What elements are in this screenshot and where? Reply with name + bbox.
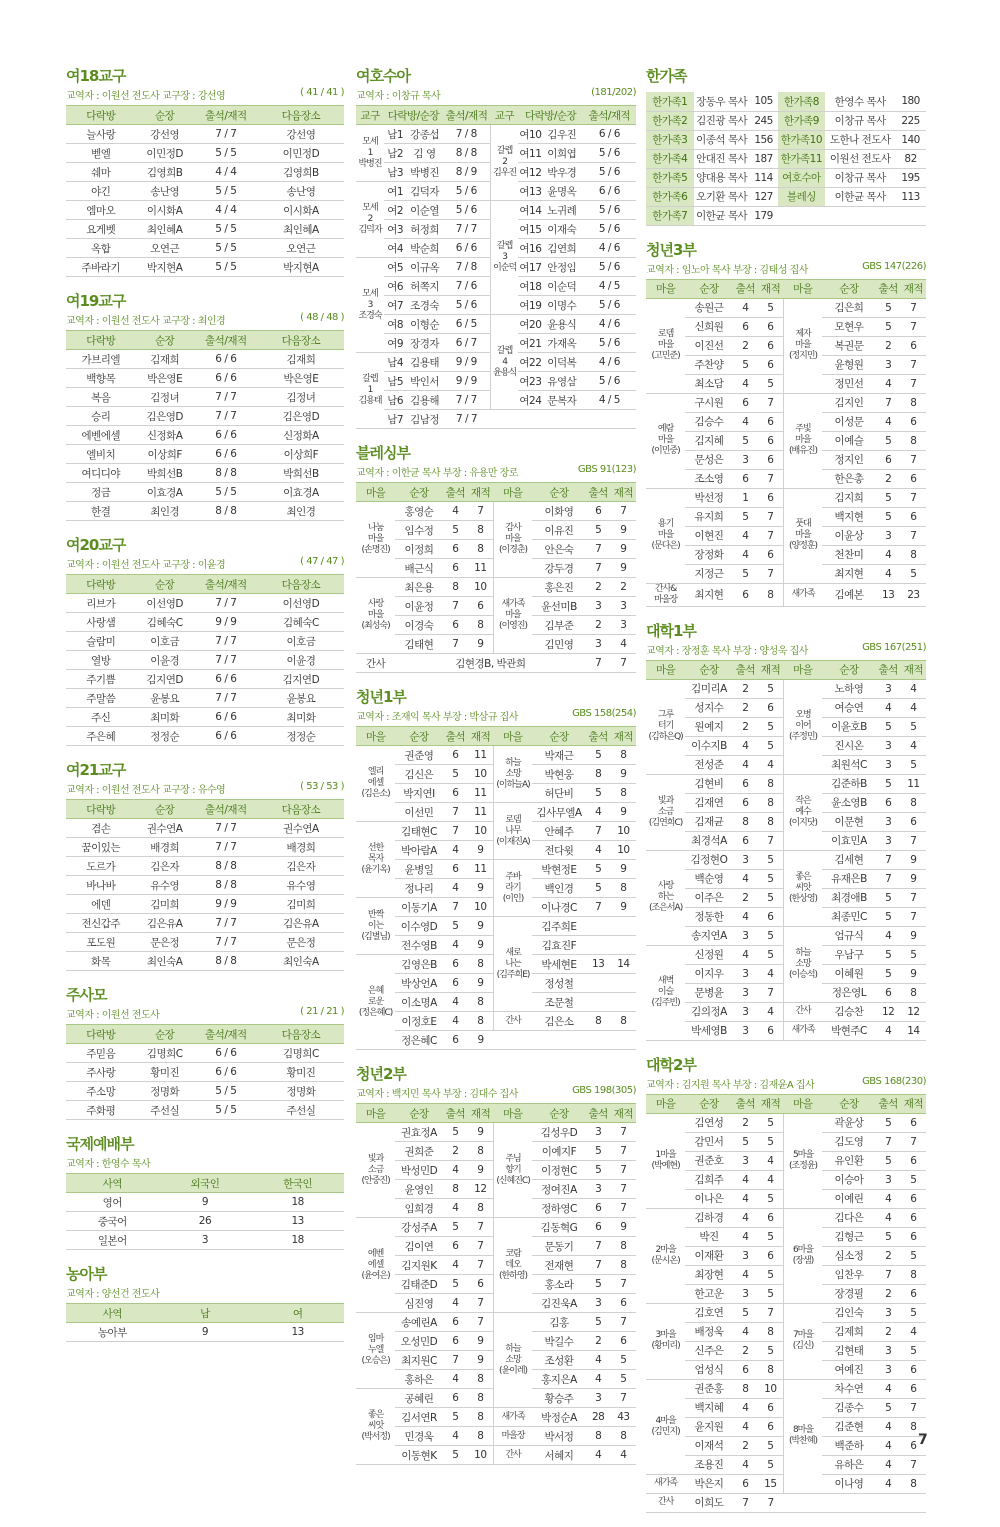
univ2-title: 대학2부 [646,1055,696,1074]
table-row: 문성은 3 6 정지인 6 7 [646,450,926,469]
parish-subtitle: 교역자 : 이원선 전도사 ( 21 / 21 ) [66,1006,344,1021]
nongah-subtitle: 교역자 : 양선건 전도사 [66,1289,160,1300]
parish-title: 여18교구 [66,67,126,85]
parish-title: 여21교구 [66,761,126,779]
univ2-subtitle: 교역자 : 김지원 목사 부장 : 김재윤A 집사 GBS 168(230) [646,1075,926,1091]
intl-table: 사역 외국인 한국인 영어 9 18 중국어 26 13 일본어 3 18 [66,1173,344,1250]
table-row: 한고운 3 5 장경필 2 6 [646,1284,926,1303]
table-row: 사랑 하는 (조은서A) 김정현O 3 5 좋은 씨앗 (한상영) 김세현 7 9 [646,850,926,869]
parish-table: 다락방 순장 출석/재적 다음장소 가브리엘 김재희 6 / 6 김재희 백향목 박은영E 6 / 6 박은영E 복음 김정녀 7 / 7 김정녀 승리 김은영D 7 / 7 김은영D 에벤에셀 신정화A 6 / 6 신정화A 엘비치 이상희F 6 / 6 이상희F 여디디야 박희선B 8 / 8 박희선B 정금 이효경A 5 / 5 이효경A 한결 최인경 8 / 8 최인경 [66,330,344,521]
table-row: 김이연 6 7 문동기 7 8 [356,1237,636,1256]
table-row: 야긴 송난영 5 / 5 송난영 [66,182,344,201]
parish-section [66,985,344,1120]
table-row: 남3 박병진 8 / 9 여12 박우경 5 / 6 [356,163,636,182]
table-row: 간사 이희도 7 7 [646,1493,926,1512]
parish-section [66,66,344,277]
table-row: 요게벳 최인혜A 5 / 5 최인혜A [66,220,344,239]
parish-section [66,760,344,971]
table-row: 이재석 2 5 백준하 4 6 [646,1436,926,1455]
table-row: 조소영 6 7 한은총 2 6 [646,469,926,488]
table-row: 백향목 박은영E 6 / 6 박은영E [66,369,344,388]
table-row: 신희원 6 6 모현우 5 7 [646,317,926,336]
intl-section [66,1134,344,1250]
table-row: 김지원K 4 7 전재현 7 8 [356,1256,636,1275]
table-row: 주말씀 윤봉요 7 / 7 윤봉요 [66,689,344,708]
table-row: 선한 목자 (윤기옥) 김태현C 7 10 안혜주 7 10 [356,822,636,841]
table-row: 남5 박인서 9 / 9 여23 유영삼 5 / 6 [356,372,636,391]
parish-title: 여19교구 [66,292,126,310]
parish-subtitle: 교역자 : 이원선 전도사 교구장 : 강선영 ( 41 / 41 ) [66,87,344,102]
table-row: 모세 2 김덕자 여1 김덕자 5 / 6 여13 윤명옥 6 / 6 [356,182,636,201]
table-row: 오성민D 6 9 박길수 2 6 [356,1332,636,1351]
group-table: 마을 순장 출석 재적 마을 순장 출석 재적 빛과 소금 (안중진) 권효정A 5 9 주님 향기 (신혜진C) 김성우D 3 7 권희준 2 8 이예지F 5 7 박성민D 4 9 이정현C 5 7 윤영인 8 12 정여진A 3 7 임희경 4 8 정하영C 6 7 에벤 에셀 (윤여은) 강성주A 5 7 코람 데오 (한하영) 김동혁G 6 9 김이연 6 7 문동기 7 8 김지원K 4 7 전재현 7 8 김태준D 5 6 홍소라 5 7 심진영 4 7 김진욱A 3 6 임마 누엘 (오승은) 송예린A 6 7 하늘 소망 (윤이레) 김홍 5 7 오성민D 6 9 박길수 2 6 최지원C 7 9 조성환 4 5 홍하은 4 8 홍지은A 4 5 좋은 씨앗 (박서정) 공혜린 6 8 황승주 3 7 김서연R 5 8 새가족 박정순A 28 43 민경욱 4 8 마을장 박서정 8 8 이동현K 5 10 간사 서혜지 4 4 [356,1103,636,1465]
table-row: 남7 김남정 7 / 7 [356,410,636,429]
table-row: 이소명A 4 8 조문철 [356,993,636,1012]
table-row: 이지우 3 4 이혜원 5 9 [646,964,926,983]
table-row: 은혜 로운 (정은혜C) 김영은B 6 8 박세현E 13 14 [356,955,636,974]
table-row: 김재연 6 8 윤소영B 6 8 [646,793,926,812]
table-row: 김신은 5 10 박현웅 8 9 [356,765,636,784]
table-row: 주찬양 5 6 윤형원 3 7 [646,355,926,374]
table-row: 한가족5 양대용 목사 114 여호수아 이창규 목사 195 [646,168,926,187]
table-row: 성지수 2 6 여승연 4 4 [646,698,926,717]
table-row: 김의정A 3 4 간사 김승찬 12 12 [646,1002,926,1021]
table-row: 주기쁨 김지연D 6 / 6 김지연D [66,670,344,689]
table-row: 임희경 4 8 정하영C 6 7 [356,1199,636,1218]
blessing-title: 블레싱부 [356,444,410,462]
table-row: 전성준 4 4 최원석C 3 5 [646,755,926,774]
table-row: 이정희 6 8 안은숙 7 9 [356,540,636,559]
nongah-section [66,1264,344,1342]
table-row: 간사& 마을장 최지현 6 8 새가족 김예본 13 23 [646,583,926,606]
table-row: 유지희 5 7 백지현 5 6 [646,507,926,526]
table-row: 엘비치 이상희F 6 / 6 이상희F [66,445,344,464]
table-row: 이수영D 5 9 새로 나는 (김주희E) 김주희E [356,917,636,936]
univ1-subtitle: 교역자 : 장정훈 목사 부장 : 양성욱 집사 GBS 167(251) [646,641,926,657]
table-row: 박세영B 3 6 새가족 박현주C 4 14 [646,1021,926,1040]
blessing-section [356,443,636,673]
table-row: 김승수 4 6 이성문 4 6 [646,412,926,431]
yeohosua-subtitle: 교역자 : 이창규 목사 (181/202) [356,87,636,102]
table-row: 백지혜 4 6 김종수 5 7 [646,1398,926,1417]
table-row: 윤병일 6 11 주바 라기 (이인) 박현정E 5 9 [356,860,636,879]
table-row: 늘사랑 강선영 7 / 7 강선영 [66,125,344,144]
table-row: 주사랑 황미진 6 / 6 황미진 [66,1063,344,1082]
table-row: 한가족4 안대진 목사 187 한가족11 이원선 전도사 82 [646,149,926,168]
table-row: 전신갑주 김은유A 7 / 7 김은유A [66,914,344,933]
table-row: 빛과 소금 (김연희C) 김현비 6 8 작은 예수 (이지닷) 김준하B 5 11 [646,774,926,793]
nongah-title: 농아부 [66,1265,107,1283]
table-row: 이선민 7 11 로뎀 나무 (이재진A) 김사무엘A 4 9 [356,803,636,822]
table-row: 엄성식 6 8 여예진 3 6 [646,1360,926,1379]
table-row: 이동현K 5 10 간사 서혜지 4 4 [356,1446,636,1465]
table-row: 임수정 5 8 이유진 5 9 [356,521,636,540]
table-row: 엘리 에셀 (김은소) 권준영 6 11 하늘 소망 (이하늘A) 박재근 5 8 [356,746,636,765]
table-row: 포도원 문은정 7 / 7 문은정 [66,933,344,952]
table-row: 한가족7 이한균 목사 179 [646,206,926,225]
table-row: 주바라기 박지현A 5 / 5 박지현A [66,258,344,277]
column-2 [356,66,636,1479]
table-row: 벧엘 이민정D 5 / 5 이민정D [66,144,344,163]
table-row: 주신 최미화 6 / 6 최미화 [66,708,344,727]
table-row: 반짝 이는 (김별님) 이동기A 7 10 이나경C 7 9 [356,898,636,917]
table-row: 화목 최인숙A 8 / 8 최인숙A [66,952,344,971]
hangajok-section [646,66,926,226]
table-row: 남2 김 영 8 / 8 여11 이희엽 5 / 6 [356,144,636,163]
table-row: 복음 김정녀 7 / 7 김정녀 [66,388,344,407]
table-row: 새가족 박은지 6 15 이나영 4 8 [646,1474,926,1493]
nongah-table: 사역 남 여 농아부 9 13 [66,1303,344,1342]
table-row: 송지연A 3 5 하늘 소망 (이승석) 엄규식 4 9 [646,926,926,945]
table-row: 한결 최인경 8 / 8 최인경 [66,502,344,521]
table-row: 장정화 4 6 천찬미 4 8 [646,545,926,564]
table-row: 최소담 4 5 정민선 4 7 [646,374,926,393]
table-row: 사랑샘 김혜숙C 9 / 9 김혜숙C [66,613,344,632]
table-row: 여7 조경숙 5 / 6 여19 이명수 5 / 6 [356,296,636,315]
parish-table: 다락방 순장 출석/재적 다음장소 겸손 권수연A 7 / 7 권수연A 꿈이있는 배경희 7 / 7 배경희 도르가 김은자 8 / 8 김은자 바나바 유수영 8 / 8 유수영 에덴 김미희 9 / 9 김미희 전신갑주 김은유A 7 / 7 김은유A 포도원 문은정 7 / 7 문은정 화목 최인숙A 8 / 8 최인숙A [66,799,344,971]
table-row: 원예지 2 5 이윤호B 5 5 [646,717,926,736]
table-row: 박아람A 4 9 전다윗 4 10 [356,841,636,860]
table-row: 권준호 3 4 유인환 5 6 [646,1151,926,1170]
table-row: 이현진 4 7 이윤상 3 7 [646,526,926,545]
table-row: 주은혜 정정순 6 / 6 정정순 [66,727,344,746]
table-row: 신주은 2 5 김현태 3 5 [646,1341,926,1360]
yeohosua-table: 교구 다락방/순장 출석/재적 교구 다락방/순장 출석/재적 모세 1 박병진 남1 강종섭 7 / 8 갈렙 2 김우진 여10 김우진 6 / 6 남2 김 영 8 / 8 여11 이희엽 5 / 6 남3 박병진 8 / 9 여12 박우경 5 / 6 모세 2 김덕자 여1 김덕자 5 / 6 여13 윤명옥 6 / 6 여2 이순열 5 / 6 갈렙 3 이순덕 여14 노귀례 5 / 6 여3 허정희 7 / 7 여15 이재숙 5 / 6 여4 박순희 6 / 6 여16 김연희 4 / 6 모세 3 조경숙 여5 이규옥 7 / 8 여17 안정임 5 / 6 여6 허쪽지 7 / 6 여18 이순덕 4 / 5 여7 조경숙 5 / 6 여19 이명수 5 / 6 여8 이형순 6 / 5 갈렙 4 윤용식 여20 윤용식 4 / 6 여9 장경자 6 / 7 여21 가재옥 5 / 6 갈렙 1 김용태 남4 김용태 9 / 9 여22 이덕복 4 / 6 남5 박인서 9 / 9 여23 유영삼 5 / 6 남6 김용해 7 / 7 여24 문복자 4 / 5 남7 김남정 7 / 7 [356,105,636,429]
table-row: 1마을 (박예현) 김연성 2 5 5마을 (조정윤) 곽윤상 5 6 [646,1113,926,1132]
parish-subtitle: 교역자 : 이원선 전도사 교구장 : 유수영 ( 53 / 53 ) [66,781,344,796]
univ2-section [646,1055,926,1513]
table-row: 한가족1 장동우 목사 105 한가족8 한영수 목사 180 [646,92,926,111]
parish-section [66,291,344,521]
youth3-section [646,240,926,607]
table-row: 김지혜 5 6 이예슬 5 8 [646,431,926,450]
table-row: 배근식 6 11 강두경 7 9 [356,559,636,578]
table-row: 주화평 주선실 5 / 5 주선실 [66,1101,344,1120]
parish-title: 여20교구 [66,536,126,554]
youth2-title: 청년2부 [356,1065,406,1083]
youth3-title: 청년3부 [646,240,696,259]
table-row: 정동한 4 6 최종민C 5 7 [646,907,926,926]
univ1-section [646,621,926,1041]
table-row: 정금 이효경A 5 / 5 이효경A [66,483,344,502]
table-row: 심진영 4 7 김진욱A 3 6 [356,1294,636,1313]
youth1-section [356,687,636,1050]
table-row: 열방 이윤경 7 / 7 이윤경 [66,651,344,670]
table-row: 2마을 (문시온) 김하경 4 6 6마을 (장샘) 김다은 4 6 [646,1208,926,1227]
table-row: 여디디야 박희선B 8 / 8 박희선B [66,464,344,483]
table-row: 박지연I 6 11 허단비 5 8 [356,784,636,803]
table-row: 이재환 3 6 심소정 2 5 [646,1246,926,1265]
table-row: 김재균 8 8 이문현 3 6 [646,812,926,831]
table-row: 빛과 소금 (안중진) 권효정A 5 9 주님 향기 (신혜진C) 김성우D 3 7 [356,1123,636,1142]
table-row: 새벽 이슬 (김주빈) 신정원 4 5 우남구 5 5 [646,945,926,964]
table-row: 백순영 4 5 유재은B 7 9 [646,869,926,888]
hangajok-table [646,92,926,226]
youth2-section [356,1064,636,1465]
table-row: 3마을 (황미리) 김호연 5 7 7마을 (김신) 김인숙 3 5 [646,1303,926,1322]
table-row: 박상언A 6 9 정성철 [356,974,636,993]
table-row: 감민서 5 5 김도영 7 7 [646,1132,926,1151]
table-row: 최장현 4 5 임찬우 7 8 [646,1265,926,1284]
table-row: 모세 1 박병진 남1 강종섭 7 / 8 갈렙 2 김우진 여10 김우진 6 / 6 [356,125,636,144]
parish-subtitle: 교역자 : 이원선 전도사 교구장 : 이윤경 ( 47 / 47 ) [66,556,344,571]
table-row: 이수지B 4 5 진시온 3 4 [646,736,926,755]
table-row: 슬람미 이호금 7 / 7 이호금 [66,632,344,651]
table-row: 이정호E 4 8 간사 김은소 8 8 [356,1012,636,1031]
table-row: 사랑 마을 (최성숙) 최은용 8 10 새가족 마을 (이영진) 홍은진 2 2 [356,578,636,597]
page-number: 7 [918,1432,928,1448]
table-row: 바나바 유수영 8 / 8 유수영 [66,876,344,895]
table-row: 정나리 4 9 백인경 5 8 [356,879,636,898]
table-row: 김희주 4 4 이승아 3 5 [646,1170,926,1189]
table-row: 좋은 씨앗 (박서정) 공혜린 6 8 황승주 3 7 [356,1389,636,1408]
table-row: 용기 마을 (문다은) 박선정 1 6 풋대 마을 (양정훈) 김지희 5 7 [646,488,926,507]
group-table: 마을 순장 출석 재적 마을 순장 출석 재적 엘리 에셀 (김은소) 권준영 6 11 하늘 소망 (이하늘A) 박재근 5 8 김신은 5 10 박현웅 8 9 박지연I 6 11 허단비 5 8 이선민 7 11 로뎀 나무 (이재진A) 김사무엘A 4 9 선한 목자 (윤기옥) 김태현C 7 10 안혜주 7 10 박아람A 4 9 전다윗 4 10 윤병일 6 11 주바 라기 (이인) 박현정E 5 9 정나리 4 9 백인경 5 8 반짝 이는 (김별님) 이동기A 7 10 이나경C 7 9 이수영D 5 9 새로 나는 (김주희E) 김주희E 전수영B 4 9 김효진F 은혜 로운 (정은혜C) 김영은B 6 8 박세현E 13 14 박상언A 6 9 정성철 이소명A 4 8 조문철 이정호E 4 8 간사 김은소 8 8 정은혜C 6 9 [356,726,636,1050]
table-row: 여4 박순희 6 / 6 여16 김연희 4 / 6 [356,239,636,258]
table-row: 김서연R 5 8 새가족 박정순A 28 43 [356,1408,636,1427]
table-row: 여6 허쪽지 7 / 6 여18 이순덕 4 / 5 [356,277,636,296]
table-row: 주소망 정명화 5 / 5 정명화 [66,1082,344,1101]
column-3 [646,66,926,1527]
intl-subtitle: 교역자 : 한영수 목사 [66,1159,151,1170]
table-row: 꿈이있는 배경희 7 / 7 배경희 [66,838,344,857]
table-row: 정은혜C 6 9 [356,1031,636,1050]
youth3-subtitle: 교역자 : 임노아 목사 부장 : 김태성 집사 GBS 147(226) [646,260,926,276]
parish-table: 다락방 순장 출석/재적 다음장소 주믿음 김명희C 6 / 6 김명희C 주사랑 황미진 6 / 6 황미진 주소망 정명화 5 / 5 정명화 주화평 주선실 5 / 5 주선실 [66,1024,344,1120]
group-table: 마을 순장 출석 재적 마을 순장 출석 재적 나눔 마을 (손명진) 홍영순 4 7 감사 마을 (이경춘) 이화영 6 7 임수정 5 8 이유진 5 9 이정희 6 8 안은숙 7 9 배근식 6 11 강두경 7 9 사랑 마을 (최성숙) 최은용 8 10 새가족 마을 (이영진) 홍은진 2 2 이윤정 7 6 윤선미B 3 3 이경숙 6 8 김부준 2 3 김태현 7 9 김민영 3 4 간사 김현경B, 박관희 7 7 [356,482,636,673]
table-row: 4마을 (김민지) 권준홍 8 10 8마을 (박찬혜) 차수연 4 6 [646,1379,926,1398]
table-row: 모세 3 조경숙 여5 이규옥 7 / 8 여17 안정임 5 / 6 [356,258,636,277]
table-row: 조용진 4 5 유하은 4 7 [646,1455,926,1474]
table-row: 쉐마 김영희B 4 / 4 김영희B [66,163,344,182]
table-row: 민경욱 4 8 마을장 박서정 8 8 [356,1427,636,1446]
parish-subtitle: 교역자 : 이원선 전도사 교구장 : 최인경 ( 48 / 48 ) [66,312,344,327]
table-row: 한가족2 김진광 목사 245 한가족9 이창규 목사 225 [646,111,926,130]
table-row: 지정근 5 7 최지현 4 5 [646,564,926,583]
table-row: 한가족3 이종석 목사 156 한가족10 도한나 전도사 140 [646,130,926,149]
intl-title: 국제예배부 [66,1135,134,1153]
table-row: 그루 터기 (김하은Q) 김미리A 2 5 오병 이어 (주정민) 노하영 3 4 [646,679,926,698]
youth1-subtitle: 교역자 : 조재익 목사 부장 : 박삼규 집사 GBS 158(254) [356,708,636,723]
univ1-title: 대학1부 [646,621,696,640]
parish-section [66,535,344,746]
table-row: 승리 김은영D 7 / 7 김은영D [66,407,344,426]
table-row: 박진 4 5 김형근 5 6 [646,1227,926,1246]
parish-title: 주사모 [66,986,107,1004]
table-row: 나눔 마을 (손명진) 홍영순 4 7 감사 마을 (이경춘) 이화영 6 7 [356,502,636,521]
table-row: 남6 김용해 7 / 7 여24 문복자 4 / 5 [356,391,636,410]
column-1 [66,66,344,1356]
table-row: 한가족6 오기환 목사 127 블레싱 이한균 목사 113 [646,187,926,206]
table-row: 홍하은 4 8 홍지은A 4 5 [356,1370,636,1389]
table-row: 권희준 2 8 이예지F 5 7 [356,1142,636,1161]
table-row: 도르가 김은자 8 / 8 김은자 [66,857,344,876]
table-row: 에벤에셀 신정화A 6 / 6 신정화A [66,426,344,445]
table-row: 최지원C 7 9 조성환 4 5 [356,1351,636,1370]
table-row: 임마 누엘 (오승은) 송예린A 6 7 하늘 소망 (윤이레) 김홍 5 7 [356,1313,636,1332]
table-row: 김태현 7 9 김민영 3 4 [356,635,636,654]
table-row: 박성민D 4 9 이정현C 5 7 [356,1161,636,1180]
table-row: 겸손 권수연A 7 / 7 권수연A [66,819,344,838]
table-row: 여9 장경자 6 / 7 여21 가재옥 5 / 6 [356,334,636,353]
table-row: 이경숙 6 8 김부준 2 3 [356,616,636,635]
youth2-subtitle: 교역자 : 백지민 목사 부장 : 김대수 집사 GBS 198(305) [356,1085,636,1100]
table-row: 옥합 오연근 5 / 5 오연근 [66,239,344,258]
table-row: 배정욱 4 8 김제희 2 4 [646,1322,926,1341]
parish-table: 다락방 순장 출석/재적 다음장소 리브가 이선영D 7 / 7 이선영D 사랑샘 김혜숙C 9 / 9 김혜숙C 슬람미 이호금 7 / 7 이호금 열방 이윤경 7 / 7 이윤경 주기쁨 김지연D 6 / 6 김지연D 주말씀 윤봉요 7 / 7 윤봉요 주신 최미화 6 / 6 최미화 주은혜 정정순 6 / 6 정정순 [66,574,344,746]
table-row: 가브리엘 김재희 6 / 6 김재희 [66,350,344,369]
table-row: 윤영인 8 12 정여진A 3 7 [356,1180,636,1199]
group-table: 마을 순장 출석 재적 마을 순장 출석 재적 로뎀 마을 (고민준) 송원근 4 5 제자 마을 (정지민) 김은희 5 7 신희원 6 6 모현우 5 7 이진선 2 6 복권문 2 6 주찬양 5 6 윤형원 3 7 최소담 4 5 정민선 4 7 예람 마을 (이민중) 구시원 6 7 주빛 마을 (배유진) 김지인 7 8 김승수 4 6 이성문 4 6 김지혜 5 6 이예슬 5 8 문성은 3 6 정지인 6 7 조소영 6 7 한은총 2 6 용기 마을 (문다은) 박선정 1 6 풋대 마을 (양정훈) 김지희 5 7 유지희 5 7 백지현 5 6 이현진 4 7 이윤상 3 7 장정화 4 6 천찬미 4 8 지정근 5 7 최지현 4 5 간사& 마을장 최지현 6 8 새가족 김예본 13 23 [646,279,926,607]
group-table: 마을 순장 출석 재적 마을 순장 출석 재적 1마을 (박예현) 김연성 2 5 5마을 (조정윤) 곽윤상 5 6 감민서 5 5 김도영 7 7 권준호 3 4 유인환 5 6 김희주 4 4 이승아 3 5 이나은 4 5 이예린 4 6 2마을 (문시온) 김하경 4 6 6마을 (장샘) 김다은 4 6 박진 4 5 김형근 5 6 이재환 3 6 심소정 2 5 최장현 4 5 임찬우 7 8 한고운 3 5 장경필 2 6 3마을 (황미리) 김호연 5 7 7마을 (김신) 김인숙 3 5 배정욱 4 8 김제희 2 4 신주은 2 5 김현태 3 5 엄성식 6 8 여예진 3 6 4마을 (김민지) 권준홍 8 10 8마을 (박찬혜) 차수연 4 6 백지혜 4 6 김종수 5 7 윤지원 4 6 김준현 4 8 이재석 2 5 백준하 4 6 조용진 4 5 유하은 4 7 새가족 박은지 6 15 이나영 4 8 간사 이희도 7 7 [646,1094,926,1513]
table-row: 김태준D 5 6 홍소라 5 7 [356,1275,636,1294]
table-row: 전수영B 4 9 김효진F [356,936,636,955]
group-table: 마을 순장 출석 재적 마을 순장 출석 재적 그루 터기 (김하은Q) 김미리A 2 5 오병 이어 (주정민) 노하영 3 4 성지수 2 6 여승연 4 4 원예지 2 5 이윤호B 5 5 이수지B 4 5 진시온 3 4 전성준 4 4 최원석C 3 5 빛과 소금 (김연희C) 김현비 6 8 작은 예수 (이지닷) 김준하B 5 11 김재연 6 8 윤소영B 6 8 김재균 8 8 이문현 3 6 최경석A 6 7 이효민A 3 7 사랑 하는 (조은서A) 김정현O 3 5 좋은 씨앗 (한상영) 김세현 7 9 백순영 4 5 유재은B 7 9 이주은 2 5 최경애B 5 7 정동한 4 6 최종민C 5 7 송지연A 3 5 하늘 소망 (이승석) 엄규식 4 9 새벽 이슬 (김주빈) 신정원 4 5 우남구 5 5 이지우 3 4 이혜원 5 9 문병윤 3 7 정은영L 6 8 김의정A 3 4 간사 김승찬 12 12 박세영B 3 6 새가족 박현주C 4 14 [646,660,926,1041]
table-row: 로뎀 마을 (고민준) 송원근 4 5 제자 마을 (정지민) 김은희 5 7 [646,298,926,317]
table-row: 리브가 이선영D 7 / 7 이선영D [66,594,344,613]
table-row: 이나은 4 5 이예린 4 6 [646,1189,926,1208]
table-row: 문병윤 3 7 정은영L 6 8 [646,983,926,1002]
blessing-subtitle: 교역자 : 이한균 목사 부장 : 유용만 장로 GBS 91(123) [356,464,636,479]
parish-table: 다락방 순장 출석/재적 다음장소 늘사랑 강선영 7 / 7 강선영 벧엘 이민정D 5 / 5 이민정D 쉐마 김영희B 4 / 4 김영희B 야긴 송난영 5 / 5 송난영 엠마오 이시화A 4 / 4 이시화A 요게벳 최인혜A 5 / 5 최인혜A 옥합 오연근 5 / 5 오연근 주바라기 박지현A 5 / 5 박지현A [66,105,344,277]
table-row: 최경석A 6 7 이효민A 3 7 [646,831,926,850]
table-row: 에벤 에셀 (윤여은) 강성주A 5 7 코람 데오 (한하영) 김동혁G 6 9 [356,1218,636,1237]
table-row: 갈렙 1 김용태 남4 김용태 9 / 9 여22 이덕복 4 / 6 [356,353,636,372]
table-row: 이진선 2 6 복권문 2 6 [646,336,926,355]
table-row: 주믿음 김명희C 6 / 6 김명희C [66,1044,344,1063]
youth1-title: 청년1부 [356,688,406,706]
yeohosua-title: 여호수아 [356,67,410,85]
table-row: 여3 허정희 7 / 7 여15 이재숙 5 / 6 [356,220,636,239]
table-row: 여8 이형순 6 / 5 갈렙 4 윤용식 여20 윤용식 4 / 6 [356,315,636,334]
table-row: 예람 마을 (이민중) 구시원 6 7 주빛 마을 (배유진) 김지인 7 8 [646,393,926,412]
table-row: 윤지원 4 6 김준현 4 8 [646,1417,926,1436]
table-row: 엠마오 이시화A 4 / 4 이시화A [66,201,344,220]
table-row: 여2 이순열 5 / 6 갈렙 3 이순덕 여14 노귀례 5 / 6 [356,201,636,220]
yeohosua-section [356,66,636,429]
hangajok-title: 한가족 [646,67,687,85]
table-row: 에덴 김미희 9 / 9 김미희 [66,895,344,914]
table-row: 이윤정 7 6 윤선미B 3 3 [356,597,636,616]
table-row: 이주은 2 5 최경애B 5 7 [646,888,926,907]
